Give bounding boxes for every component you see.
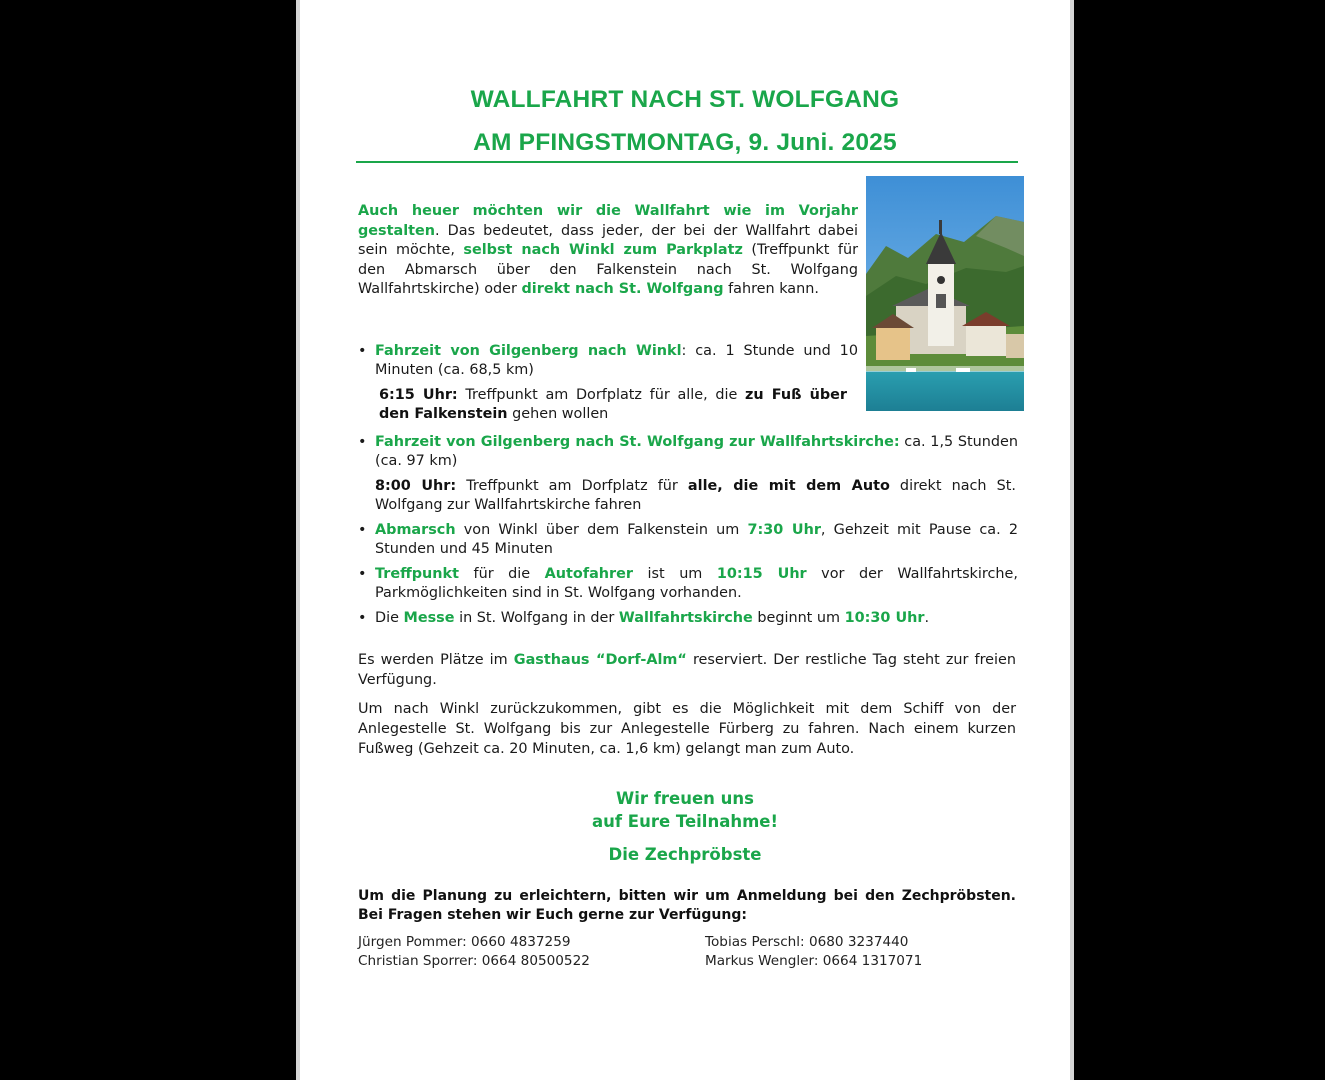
reservation-paragraph xyxy=(358,651,1016,691)
meeting-drivers xyxy=(375,477,1016,514)
title-line-1: WALLFAHRT NACH ST. WOLFGANG xyxy=(470,86,900,113)
bullet-marker: • xyxy=(358,610,367,626)
bullet-drive-winkl-label: Fahrzeit von Gilgenberg nach Winkl xyxy=(375,343,682,359)
intro-highlight-1: Auch heuer möchten wir die Wallfahrt wie im Vorjahr gestalten xyxy=(358,203,858,239)
intro-highlight-2: selbst nach Winkl zum Parkplatz xyxy=(463,242,743,258)
meeting-walkers-time: 6:15 Uhr: xyxy=(379,387,458,403)
contact-entry: Jürgen Pommer: 0660 4837259 xyxy=(358,934,571,950)
meeting-drivers-text-2: direkt nach St. Wolfgang zur Wallfahrtskirche fahren xyxy=(375,478,1016,513)
reservation-text-1: Es werden Plätze im xyxy=(358,652,514,668)
registration-notice: Um die Planung zu erleichtern, bitten wir um Anmeldung bei den Zechpröbsten. Bei Fragen stehen wir Euch gerne zur Verfügung: xyxy=(358,888,1016,923)
bullet-meeting-point-text-1: für die xyxy=(459,566,545,582)
contact-entry: Markus Wengler: 0664 1317071 xyxy=(705,952,923,969)
bullet-departure-text-1: von Winkl über dem Falkenstein um xyxy=(455,522,748,538)
bullet-departure-label: Abmarsch xyxy=(375,522,456,538)
bullet-marker: • xyxy=(358,343,367,359)
contact-list-right xyxy=(705,933,922,970)
bullet-mass-text-1: Die xyxy=(375,610,404,626)
bullet-marker: • xyxy=(358,566,367,582)
signature: Die Zechpröbste xyxy=(608,845,762,864)
flyer-page xyxy=(296,0,1074,1080)
title-divider xyxy=(356,161,1018,163)
st-wolfgang-photo xyxy=(866,176,1024,411)
meeting-drivers-bold: alle, die mit dem Auto xyxy=(687,478,890,494)
bullet-departure-time: 7:30 Uhr xyxy=(747,522,821,538)
reservation-text-2: reserviert. Der restliche Tag steht zur freien Verfügung. xyxy=(358,652,1017,688)
intro-paragraph xyxy=(358,202,858,300)
contact-entry: Tobias Perschl: 0680 3237440 xyxy=(705,934,909,950)
bullet-marker: • xyxy=(358,522,367,538)
bullet-drive-winkl xyxy=(358,342,858,379)
return-paragraph: Um nach Winkl zurückzukommen, gibt es die Möglichkeit mit dem Schiff von der Anlegestelle St. Wolfgang bis zur Anlegestelle Fürberg zu fahren. Nach einem kurzen Fußweg (Gehzeit ca. 20 Minuten, ca. 1,6 km) gelangt man zum Auto. xyxy=(358,701,1016,757)
contact-entry: Christian Sporrer: 0664 80500522 xyxy=(358,952,590,969)
meeting-walkers-bold: zu Fuß über den Falkenstein xyxy=(379,387,847,422)
bullet-mass-text-4: . xyxy=(924,610,930,626)
bullet-meeting-point-text-3: vor der Wallfahrtskirche, Parkmöglichkeiten sind in St. Wolfgang vorhanden. xyxy=(375,566,1018,601)
bullet-marker: • xyxy=(358,434,367,450)
bullet-departure xyxy=(358,521,1018,558)
intro-text-2: (Treffpunkt für den Abmarsch über den Falkenstein nach St. Wolfgang Wallfahrtskirche) oder xyxy=(358,242,858,297)
intro-text-1: . Das bedeutet, dass jeder, der bei der Wallfahrt dabei sein möchte, xyxy=(358,222,858,258)
meeting-drivers-time: 8:00 Uhr: xyxy=(375,478,457,494)
bullet-meeting-point-drivers: Autofahrer xyxy=(544,566,633,582)
bullet-departure-text-2: , Gehzeit mit Pause ca. 2 Stunden und 45 Minuten xyxy=(375,522,1018,557)
bullet-meeting-point-label: Treffpunkt xyxy=(375,566,459,582)
contact-list-left xyxy=(358,933,590,970)
bullet-mass-church: Wallfahrtskirche xyxy=(618,610,753,626)
closing-line-2: auf Eure Teilnahme! xyxy=(592,812,778,831)
bullet-meeting-point-text-2: ist um xyxy=(633,566,717,582)
intro-text-3: fahren kann. xyxy=(723,281,819,297)
bullet-drive-winkl-text: : ca. 1 Stunde und 10 Minuten (ca. 68,5 km) xyxy=(375,343,858,378)
bullet-mass-time: 10:30 Uhr xyxy=(844,610,925,626)
bullet-drive-st-wolfgang-text: ca. 1,5 Stunden (ca. 97 km) xyxy=(375,434,1018,469)
bullet-mass-text-3: beginnt um xyxy=(752,610,845,626)
meeting-walkers-text-2: gehen wollen xyxy=(507,405,609,422)
intro-highlight-3: direkt nach St. Wolfgang xyxy=(521,281,724,297)
meeting-walkers xyxy=(379,386,847,423)
reservation-inn: Gasthaus “Dorf-Alm“ xyxy=(513,652,687,668)
closing-line-1: Wir freuen uns xyxy=(616,789,754,808)
bullet-mass-label: Messe xyxy=(403,610,455,626)
meeting-drivers-text-1: Treffpunkt am Dorfplatz für xyxy=(456,478,688,494)
bullet-mass-text-2: in St. Wolfgang in der xyxy=(454,610,619,626)
bullet-meeting-point-time: 10:15 Uhr xyxy=(716,566,807,582)
title-line-2: AM PFINGSTMONTAG, 9. Juni. 2025 xyxy=(473,129,897,156)
bullet-drive-st-wolfgang-label: Fahrzeit von Gilgenberg nach St. Wolfgang zur Wallfahrtskirche: xyxy=(375,434,900,450)
meeting-walkers-text-1: Treffpunkt am Dorfplatz für alle, die xyxy=(457,387,746,403)
bullet-mass xyxy=(358,609,1018,628)
bullet-drive-st-wolfgang xyxy=(358,433,1018,470)
bullet-meeting-point xyxy=(358,565,1018,602)
